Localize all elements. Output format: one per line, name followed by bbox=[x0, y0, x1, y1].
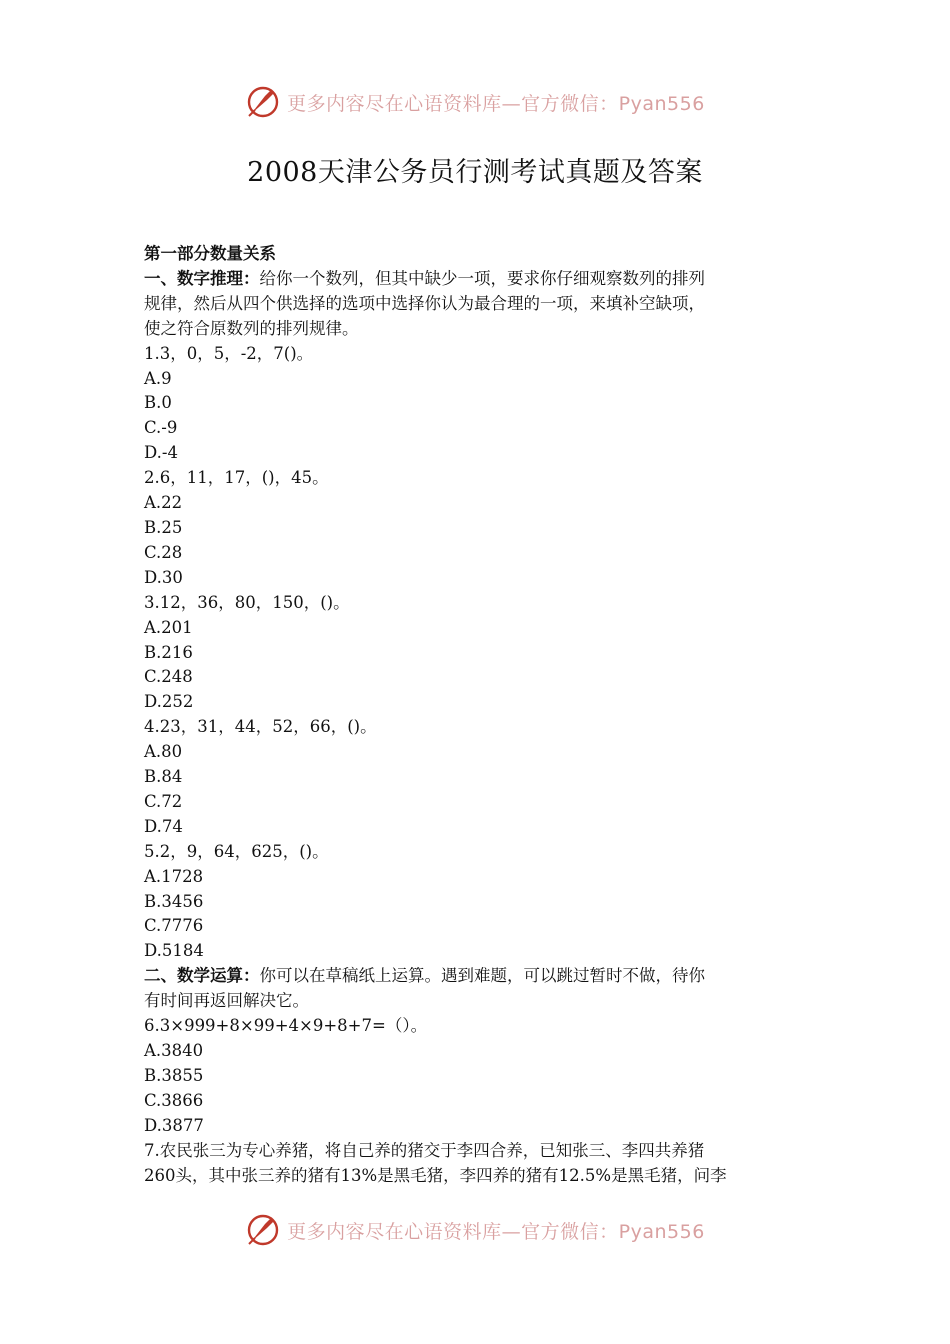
q3-option: C.248 bbox=[144, 667, 193, 687]
q6-option: C.3866 bbox=[144, 1090, 204, 1110]
question-5: 5.2，9，64，625，()。 bbox=[144, 841, 329, 861]
banner-text: 更多内容尽在心语资料库—官方微信：Pyan556 bbox=[287, 92, 705, 115]
document-body bbox=[144, 242, 806, 1188]
question-6: 6.3×999+8×99+4×9+8+7=（）。 bbox=[144, 1016, 428, 1036]
q3-option: A.201 bbox=[144, 617, 193, 637]
q1-option: B.0 bbox=[144, 393, 172, 413]
q6-option: B.3855 bbox=[144, 1065, 204, 1085]
q5-option: A.1728 bbox=[144, 866, 204, 886]
pen-logo-icon bbox=[245, 1212, 281, 1248]
question-4: 4.23，31，44，52，66，()。 bbox=[144, 717, 377, 737]
q5-option: C.7776 bbox=[144, 916, 204, 936]
q2-option: A.22 bbox=[144, 493, 183, 513]
q4-option: C.72 bbox=[144, 791, 183, 811]
part2-instructions-line2: 有时间再返回解决它。 bbox=[144, 991, 309, 1011]
footer-banner bbox=[0, 1210, 950, 1250]
q5-option: B.3456 bbox=[144, 891, 204, 911]
banner-text: 更多内容尽在心语资料库—官方微信：Pyan556 bbox=[287, 1220, 705, 1243]
q3-option: D.252 bbox=[144, 692, 194, 712]
part1-instructions: 一、数字推理：给你一个数列，但其中缺少一项，要求你仔细观察数列的排列 bbox=[144, 268, 705, 288]
q2-option: D.30 bbox=[144, 567, 183, 587]
q6-option: D.3877 bbox=[144, 1115, 204, 1135]
wechat-id: Pyan556 bbox=[618, 1220, 705, 1243]
question-7-line2: 260头，其中张三养的猪有13%是黑毛猪，李四养的猪有12.5%是黑毛猪，问李 bbox=[144, 1165, 727, 1185]
header-banner bbox=[0, 82, 950, 122]
q4-option: B.84 bbox=[144, 767, 183, 787]
question-1: 1.3，0，5，-2，7()。 bbox=[144, 343, 314, 363]
q3-option: B.216 bbox=[144, 642, 193, 662]
q1-option: C.-9 bbox=[144, 418, 178, 438]
q4-option: A.80 bbox=[144, 742, 183, 762]
q1-option: D.-4 bbox=[144, 443, 178, 463]
wechat-id: Pyan556 bbox=[618, 92, 705, 115]
part1-instructions-line2: 规律，然后从四个供选择的选项中选择你认为最合理的一项，来填补空缺项， bbox=[144, 293, 705, 313]
page-title: 2008天津公务员行测考试真题及答案 bbox=[247, 157, 703, 188]
question-3: 3.12，36，80，150，()。 bbox=[144, 592, 350, 612]
q2-option: C.28 bbox=[144, 542, 183, 562]
question-2: 2.6，11，17，()，45。 bbox=[144, 468, 329, 488]
part2-instructions: 二、数学运算：你可以在草稿纸上运算。遇到难题，可以跳过暂时不做，待你 bbox=[144, 966, 705, 986]
part1-instructions-line3: 使之符合原数列的排列规律。 bbox=[144, 318, 359, 338]
q5-option: D.5184 bbox=[144, 941, 204, 961]
section-heading: 第一部分数量关系 bbox=[144, 244, 276, 263]
q2-option: B.25 bbox=[144, 517, 183, 537]
q1-option: A.9 bbox=[144, 368, 172, 388]
q4-option: D.74 bbox=[144, 816, 183, 836]
pen-logo-icon bbox=[245, 84, 281, 120]
question-7: 7.农民张三为专心养猪，将自己养的猪交于李四合养，已知张三、李四共养猪 bbox=[144, 1140, 705, 1160]
q6-option: A.3840 bbox=[144, 1041, 204, 1060]
